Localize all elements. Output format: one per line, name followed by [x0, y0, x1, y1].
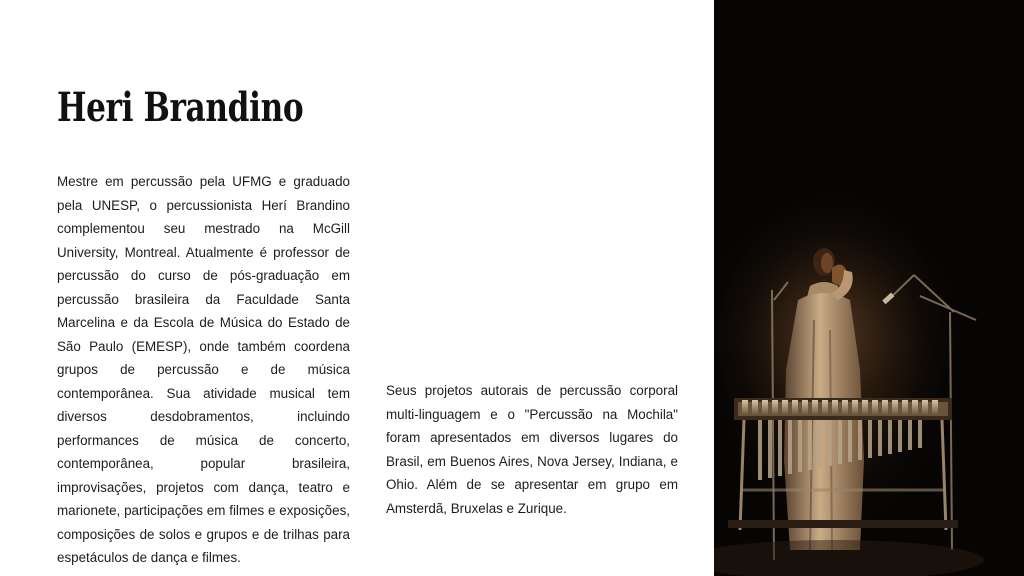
vibraphone-performance-illustration [714, 0, 1024, 576]
performer-photo [714, 0, 1024, 576]
bio-paragraph-left: Mestre em percussão pela UFMG e graduado pela UNESP, o percussionista Herí Brandino complementou seu mestrado na McGill University, Montreal. Atualmente é professor de percussão do curso de pós-graduação em percussão brasileira da Faculdade Santa Marcelina e da Escola de Música do Estado de São Paulo (EMESP), onde também coordena grupos de percussão e de música contemporânea. Sua atividade musical tem diversos desdobramentos, incluindo performances de música de concerto, contemporânea, popular brasileira, improvisações, projetos com dança, teatro e marionete, participações em filmes e exposições, composições de solos e grupos e de trilhas para espetáculos de dança e filmes. [57, 174, 350, 565]
bio-paragraph-right: Seus projetos autorais de percussão corporal multi-linguagem e o "Percussão na Mochila" foram apresentados em diversos lugares do Brasil, em Buenos Aires, Nova Jersey, Indiana, e Ohio. Além de se apresentar em grupo em Amsterdã, Bruxelas e Zurique. [386, 383, 678, 516]
page-title: Heri Brandino [57, 84, 304, 131]
